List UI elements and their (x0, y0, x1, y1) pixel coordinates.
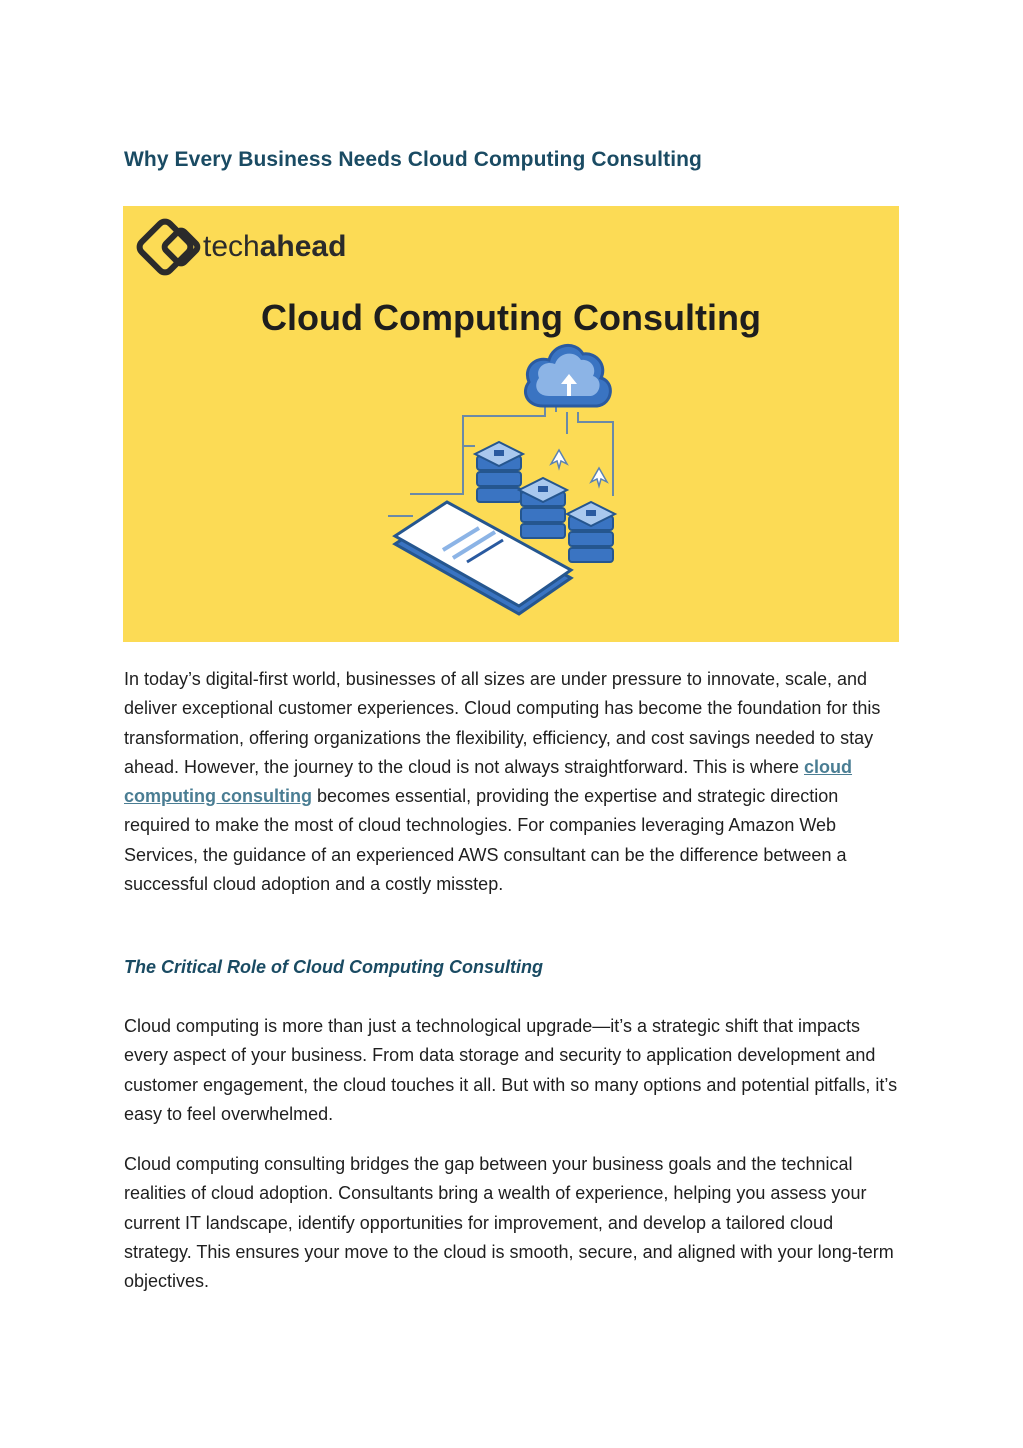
section-paragraph-2: Cloud computing consulting bridges the gap between your business goals and the technical realities of cloud adoption. Consultants bring a wealth of experience, helping you assess your current IT landscape, identify opportunities for improvement, and develop a tailored cloud strategy. This ensures your move to the cloud is smooth, secure, and aligned with your long-term objectives. (124, 1154, 894, 1292)
cloud-computing-consulting-link[interactable]: cloud computing consulting (124, 756, 853, 807)
page-title: Why Every Business Needs Cloud Computing Consulting (124, 148, 702, 171)
techahead-logo-icon (137, 219, 200, 276)
section-paragraph-1: Cloud computing is more than just a technological upgrade—it’s a strategic shift that impacts every aspect of your business. From data storage and security to application development and customer engagement, the cloud touches it all. But with so many options and potential pitfalls, it’s easy to feel overwhelmed. (124, 1016, 898, 1124)
intro-paragraph (124, 665, 900, 899)
brand-name: techahead (203, 230, 347, 263)
hero-banner-image (123, 206, 899, 642)
hero-headline: Cloud Computing Consulting (261, 297, 761, 338)
cloud-icon (525, 345, 610, 406)
section-subheading: The Critical Role of Cloud Computing Consulting (124, 957, 543, 977)
intro-text-before-link: In today’s digital-first world, businesses of all sizes are under pressure to innovate, scale, and deliver exceptional customer experiences. Cloud computing has become the foundation for this transformation, offering organizations the flexibility, efficiency, and cost savings needed to stay ahead. However, the journey to the cloud is not always straightforward. This is where (124, 669, 881, 777)
intro-text-after-link: becomes essential, providing the expertise and strategic direction required to make the most of cloud technologies. For companies leveraging Amazon Web Services, the guidance of an experienced AWS consultant can be the difference between a successful cloud adoption and a costly misstep. (124, 786, 847, 895)
arrow-up-icon (551, 450, 607, 486)
